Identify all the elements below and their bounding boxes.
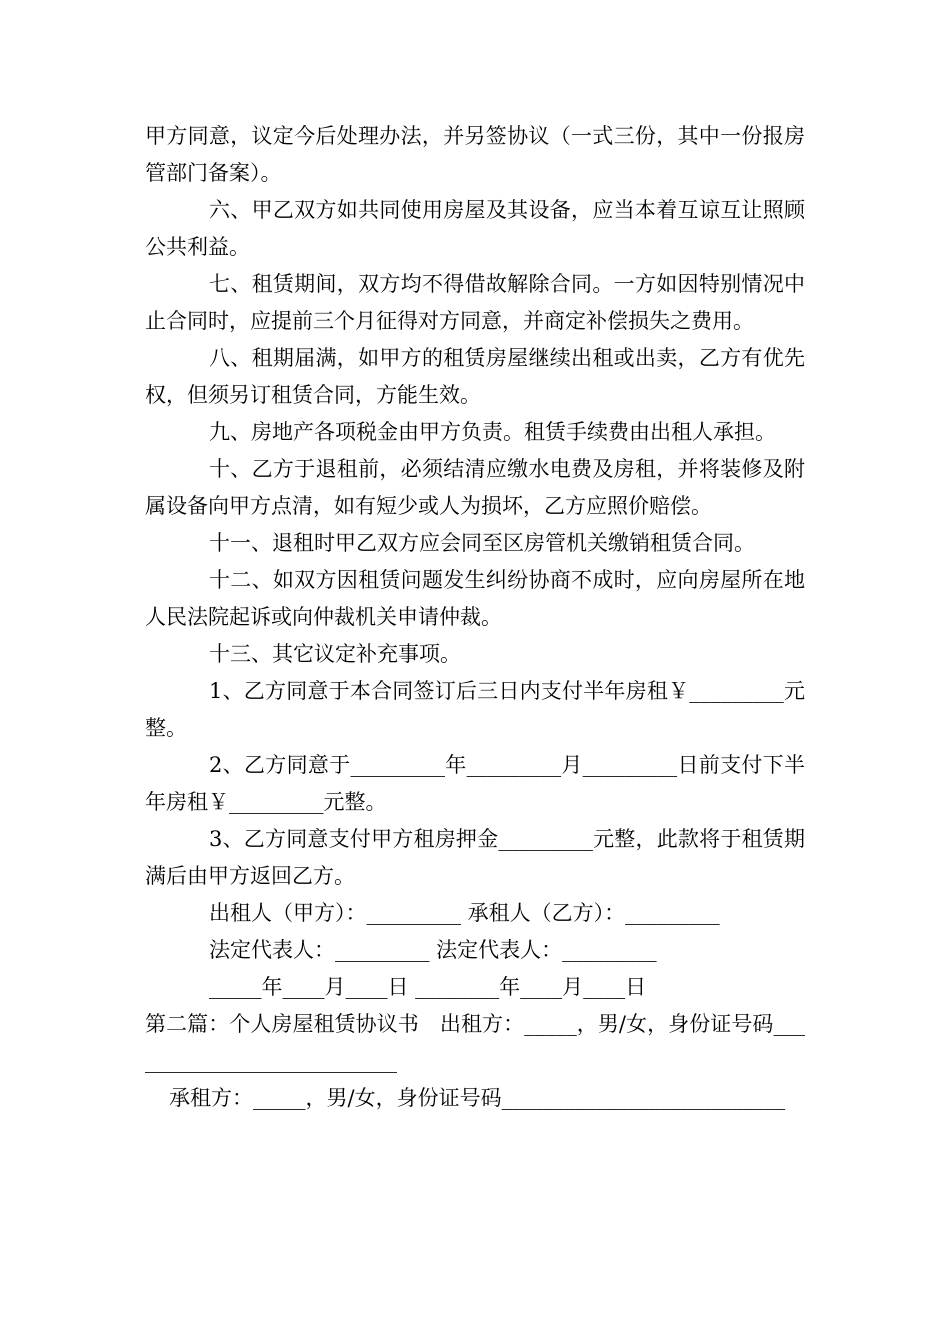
document-body (145, 118, 805, 1117)
signature-representatives: 法定代表人：_________ 法定代表人：_________ (209, 938, 657, 962)
lessee-line: 承租方：_____，男/女，身份证号码___________________________ (169, 1086, 786, 1110)
clause-11: 十一、退租时甲乙双方应会同至区房管机关缴销租赁合同。 (209, 531, 755, 555)
clause-8: 八、租期届满，如甲方的租赁房屋继续出租或出卖，乙方有优先权，但须另订租赁合同，方能生效。 (145, 346, 805, 407)
signature-parties: 出租人（甲方）：_________ 承租人（乙方）：_________ (209, 901, 720, 925)
supplement-item-2: 2、乙方同意于_________年_________月_________日前支付下半年房租￥_________元整。 (145, 753, 805, 814)
section-two-heading: 第二篇：个人房屋租赁协议书 出租方：_____，男/女，身份证号码___________________________ (145, 1012, 805, 1073)
clause-12: 十二、如双方因租赁问题发生纠纷协商不成时，应向房屋所在地人民法院起诉或向仲裁机关申请仲裁。 (145, 568, 805, 629)
clause-9: 九、房地产各项税金由甲方负责。租赁手续费由出租人承担。 (209, 420, 776, 444)
supplement-item-3: 3、乙方同意支付甲方租房押金_________元整，此款将于租赁期满后由甲方返回乙方。 (145, 827, 805, 888)
clause-7: 七、租赁期间，双方均不得借故解除合同。一方如因特别情况中止合同时，应提前三个月征得对方同意，并商定补偿损失之费用。 (145, 272, 805, 333)
supplement-item-1: 1、乙方同意于本合同签订后三日内支付半年房租￥_________元整。 (145, 679, 805, 740)
clause-6: 六、甲乙双方如共同使用房屋及其设备，应当本着互谅互让照顾公共利益。 (145, 198, 805, 259)
paragraph-continuation: 甲方同意，议定今后处理办法，并另签协议（一式三份，其中一份报房管部门备案）。 (145, 124, 805, 185)
clause-10: 十、乙方于退租前，必须结清应缴水电费及房租，并将装修及附属设备向甲方点清，如有短少或人为损坏，乙方应照价赔偿。 (145, 457, 805, 518)
signature-dates: _____年____月____日 ________年____月____日 (209, 975, 647, 999)
clause-13: 十三、其它议定补充事项。 (209, 642, 461, 666)
